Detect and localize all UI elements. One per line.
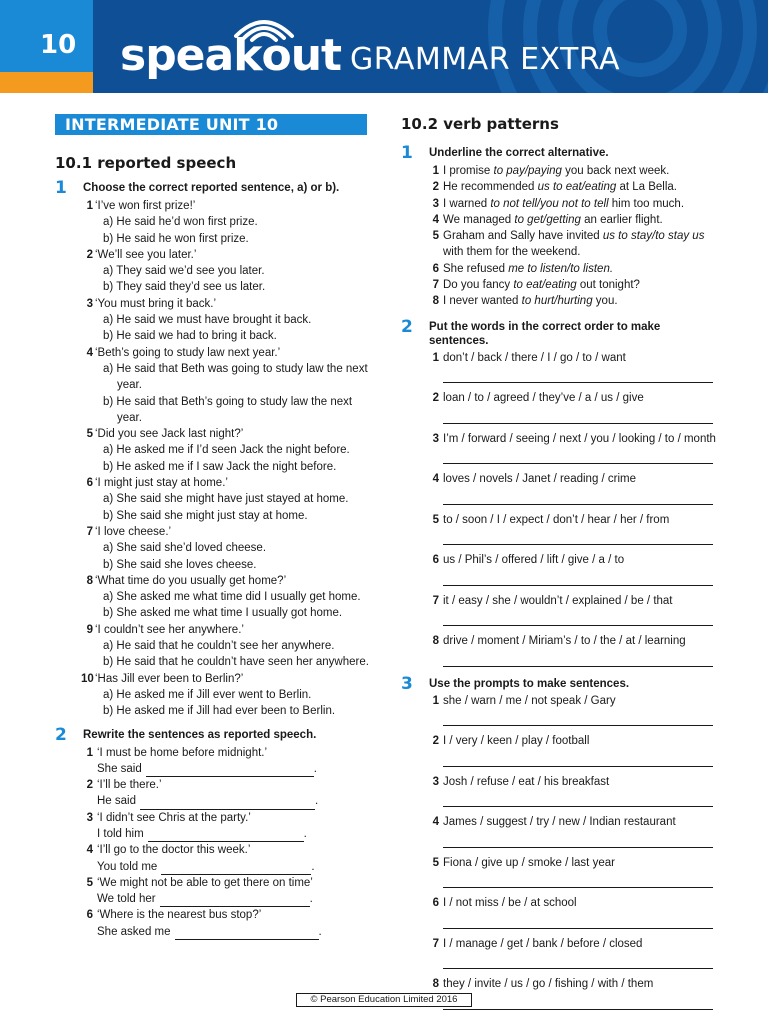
question-item <box>429 277 721 293</box>
full-stop: . <box>313 762 317 775</box>
answer-prompt: I told him <box>97 827 144 840</box>
answer-blank[interactable] <box>148 830 304 842</box>
prompt-text: Josh / refuse / eat / his breakfast <box>443 775 610 788</box>
sentence-start: Do you fancy <box>443 279 514 292</box>
answer-line[interactable] <box>443 993 713 1010</box>
sentence-start: We managed <box>443 213 515 226</box>
question-item <box>83 296 375 312</box>
option-a[interactable]: a) He said we must have brought it back. <box>103 314 312 327</box>
exercise-number: 3 <box>401 673 413 694</box>
sentence-end: with them for the weekend. <box>443 246 581 259</box>
answer-prompt: We told her <box>97 893 156 906</box>
exercise-instruction: Choose the correct reported sentence, a) or b). <box>83 182 340 194</box>
exercise-1-reported-speech <box>55 178 375 720</box>
full-stop: . <box>309 893 313 906</box>
prompt-text: I / not miss / be / at school <box>443 897 577 910</box>
answer-blank[interactable] <box>146 765 314 777</box>
answer-line[interactable] <box>443 871 713 888</box>
right-column <box>401 114 721 1018</box>
question-number: 1 <box>432 694 439 707</box>
option-a[interactable]: a) She said she’d loved cheese. <box>103 542 267 555</box>
question-item <box>429 391 721 424</box>
answer-line[interactable] <box>443 488 713 505</box>
question-number: 2 <box>432 735 439 748</box>
question-number: 8 <box>432 978 439 991</box>
question-number: 8 <box>86 574 93 587</box>
answer-line[interactable] <box>443 831 713 848</box>
question-item <box>429 212 721 228</box>
answer-blank[interactable] <box>140 798 315 810</box>
question-number: 7 <box>86 525 93 538</box>
question-number: 1 <box>86 200 93 212</box>
question-number: 7 <box>432 279 439 292</box>
answer-line <box>97 793 375 809</box>
question-item <box>429 553 721 586</box>
sentence-start: He recommended <box>443 181 538 194</box>
option-a[interactable]: a) She asked me what time did I usually get home. <box>103 591 361 604</box>
question-number: 8 <box>432 635 439 648</box>
question-text: ‘I might just stay at home.’ <box>95 477 228 490</box>
question-text: ‘I must be home before midnight.’ <box>97 746 268 759</box>
question-item <box>429 513 721 546</box>
section-title-verb-patterns: 10.2 verb patterns <box>401 115 559 133</box>
question-item <box>429 634 721 667</box>
answer-line[interactable] <box>443 709 713 726</box>
answer-line <box>97 761 375 777</box>
option-b[interactable]: b) He asked me if Jill had ever been to Berlin. <box>103 705 336 718</box>
answer-prompt: She said <box>97 762 142 775</box>
question-item <box>429 196 721 212</box>
question-number: 5 <box>86 428 93 441</box>
question-text: ‘I didn’t see Chris at the party.’ <box>97 811 251 824</box>
exercise-number: 2 <box>401 316 413 337</box>
prompt-text: don’t / back / there / I / go / to / want <box>443 351 626 364</box>
sentence-end: an earlier flight. <box>580 213 663 226</box>
sentence-start: I promise <box>443 165 494 177</box>
alternatives[interactable]: to get/getting <box>514 213 581 226</box>
question-number: 6 <box>86 909 93 922</box>
question-number: 6 <box>86 477 93 490</box>
question-list <box>429 163 721 310</box>
question-item <box>429 594 721 627</box>
question-text: ‘Did you see Jack last night?’ <box>95 428 244 441</box>
exercise-2-rewrite <box>55 724 375 941</box>
answer-line[interactable] <box>443 912 713 929</box>
exercise-3-prompts <box>401 673 721 1010</box>
prompt-text: to / soon / I / expect / don’t / hear / her / from <box>443 513 670 526</box>
question-item <box>83 198 375 214</box>
answer-prompt: She asked me <box>97 925 171 938</box>
copyright-footer: © Pearson Education Limited 2016 <box>296 993 472 1007</box>
question-item <box>429 815 721 848</box>
prompt-text: I / manage / get / bank / before / closed <box>443 937 643 950</box>
logo-signal-icon <box>232 14 296 44</box>
option-a[interactable]: a) He said that Beth was going to study law the next year. <box>103 362 368 392</box>
question-text: ‘I’ll be there.’ <box>97 779 162 792</box>
question-number: 1 <box>432 351 439 364</box>
answer-line[interactable] <box>443 790 713 807</box>
option-b[interactable]: b) She said she might just stay at home. <box>103 509 308 522</box>
question-number: 1 <box>432 165 439 177</box>
prompt-text: us / Phil’s / offered / lift / give / a / to <box>443 554 625 567</box>
prompt-text: drive / moment / Miriam’s / to / the / at / learning <box>443 635 686 648</box>
option-b[interactable]: b) He said that Beth’s going to study law the next year. <box>103 395 353 424</box>
question-number: 3 <box>432 197 439 210</box>
answer-line[interactable] <box>443 952 713 969</box>
alternatives[interactable]: to not tell/you not to tell <box>490 197 609 210</box>
option-a[interactable]: a) He asked me if I’d seen Jack the night before. <box>103 444 350 457</box>
question-item <box>429 775 721 808</box>
prompt-text: it / easy / she / wouldn’t / explained / be / that <box>443 594 673 607</box>
speakout-logo: speakout <box>120 30 342 81</box>
sentence-end: you. <box>592 295 618 308</box>
question-number: 7 <box>432 594 439 607</box>
sentence-end: you back next week. <box>561 165 670 177</box>
question-item <box>429 293 721 309</box>
left-column <box>55 114 375 940</box>
question-number: 2 <box>86 779 93 792</box>
answer-line[interactable] <box>443 407 713 424</box>
question-number: 4 <box>432 473 439 486</box>
answer-line[interactable] <box>443 447 713 464</box>
answer-line <box>97 891 375 907</box>
question-text: ‘I’ve won first prize!’ <box>95 200 196 212</box>
question-text: ‘Beth’s going to study law next year.’ <box>95 346 281 359</box>
question-number: 3 <box>432 432 439 445</box>
exercise-instruction: Use the prompts to make sentences. <box>429 677 630 690</box>
question-item <box>429 734 721 767</box>
question-number: 1 <box>86 746 93 759</box>
question-item <box>429 694 721 727</box>
question-item <box>429 163 721 179</box>
question-text: ‘You must bring it back.’ <box>95 297 217 310</box>
question-number: 5 <box>86 876 93 889</box>
question-item <box>83 426 375 442</box>
alternatives[interactable]: us to stay/to stay us <box>602 230 705 243</box>
sentence-start: I never wanted <box>443 295 522 308</box>
exercise-number: 1 <box>401 143 413 163</box>
prompt-text: I / very / keen / play / football <box>443 735 590 748</box>
sentence-start: I warned <box>443 197 491 210</box>
question-number: 2 <box>86 248 93 261</box>
question-list <box>83 745 375 941</box>
question-number: 8 <box>432 295 439 308</box>
option-a[interactable]: a) He said that he couldn’t see her anywhere. <box>103 640 335 653</box>
question-number: 2 <box>432 181 439 194</box>
question-list <box>429 694 721 1010</box>
section-title-reported-speech: 10.1 reported speech <box>55 154 237 172</box>
question-item <box>429 351 721 384</box>
sentence-start: She refused <box>443 262 509 275</box>
sentence-end: out tonight? <box>576 279 640 292</box>
answer-line <box>97 826 375 842</box>
answer-blank[interactable] <box>175 928 319 940</box>
sentence-end: him too much. <box>608 197 685 210</box>
question-number: 10 <box>81 672 94 685</box>
answer-line[interactable] <box>443 366 713 383</box>
option-b[interactable]: b) They said they’d see us later. <box>103 281 266 294</box>
question-item <box>429 179 721 195</box>
question-number: 5 <box>432 856 439 869</box>
unit-title-bar: INTERMEDIATE UNIT 10 <box>55 114 367 135</box>
page-title: GRAMMAR EXTRA <box>350 42 621 77</box>
answer-line <box>97 859 375 875</box>
alternatives[interactable]: to pay/paying <box>493 165 562 177</box>
question-item <box>429 856 721 889</box>
option-a[interactable]: a) He asked me if Jill ever went to Berlin. <box>103 688 312 701</box>
alternatives[interactable]: to hurt/hurting <box>521 295 593 308</box>
question-item <box>83 671 375 687</box>
prompt-text: loan / to / agreed / they’ve / a / us / give <box>443 392 644 405</box>
alternatives[interactable]: us to eat/eating <box>537 181 617 194</box>
question-number: 6 <box>432 554 439 567</box>
exercise-instruction: Put the words in the correct order to make sentences. <box>429 320 661 347</box>
full-stop: . <box>318 925 322 938</box>
option-a[interactable]: a) He said he’d won first prize. <box>103 216 258 229</box>
question-item <box>429 228 721 261</box>
option-b[interactable]: b) He said that he couldn’t have seen her anywhere. <box>103 656 369 669</box>
answer-prompt: You told me <box>97 860 158 873</box>
option-b[interactable]: b) She asked me what time I usually got home. <box>103 607 343 620</box>
question-number: 7 <box>432 937 439 950</box>
alternatives[interactable]: to eat/eating <box>513 279 577 292</box>
option-a[interactable]: a) They said we’d see you later. <box>103 265 265 278</box>
question-number: 4 <box>86 844 93 857</box>
prompt-text: she / warn / me / not speak / Gary <box>443 694 616 707</box>
option-b[interactable]: b) She said she loves cheese. <box>103 558 257 571</box>
question-item <box>429 937 721 970</box>
question-text: ‘We’ll see you later.’ <box>95 248 197 261</box>
question-item <box>83 524 375 540</box>
full-stop: . <box>311 860 315 873</box>
exercise-number: 1 <box>55 178 67 198</box>
answer-line[interactable] <box>443 650 713 667</box>
question-item <box>83 875 375 908</box>
question-number: 6 <box>432 262 439 275</box>
answer-blank[interactable] <box>160 895 310 907</box>
question-number: 5 <box>432 230 439 243</box>
full-stop: . <box>315 795 319 808</box>
question-item <box>83 345 375 361</box>
question-item <box>83 745 375 778</box>
prompt-text: loves / novels / Janet / reading / crime <box>443 473 637 486</box>
question-item <box>83 842 375 875</box>
question-number: 3 <box>432 775 439 788</box>
page-header <box>0 0 768 93</box>
option-b[interactable]: b) He said he won first prize. <box>103 232 249 245</box>
prompt-text: they / invite / us / go / fishing / with / them <box>443 978 654 991</box>
question-number: 9 <box>86 623 93 636</box>
question-text: ‘I love cheese.’ <box>95 525 172 538</box>
unit-number-badge: 10 <box>0 0 93 72</box>
question-text: ‘Has Jill ever been to Berlin?’ <box>95 672 244 685</box>
header-orange-strip <box>0 72 93 93</box>
full-stop: . <box>303 827 307 840</box>
answer-line[interactable] <box>443 750 713 767</box>
question-number: 3 <box>86 297 93 310</box>
option-a[interactable]: a) She said she might have just stayed at home. <box>103 493 349 506</box>
prompt-text: Fiona / give up / smoke / last year <box>443 856 615 869</box>
exercise-2-word-order <box>401 316 721 667</box>
alternatives[interactable]: me to listen/to listen. <box>508 262 614 275</box>
answer-line[interactable] <box>443 528 713 545</box>
question-text: ‘We might not be able to get there on time’ <box>97 876 313 889</box>
question-text: ‘Where is the nearest bus stop?’ <box>97 909 262 922</box>
question-item <box>429 261 721 277</box>
question-number: 4 <box>432 213 439 226</box>
question-text: ‘What time do you usually get home?’ <box>95 574 287 587</box>
question-number: 6 <box>432 897 439 910</box>
sentence-end: at La Bella. <box>616 181 677 194</box>
prompt-text: James / suggest / try / new / Indian restaurant <box>443 816 676 829</box>
answer-blank[interactable] <box>161 863 311 875</box>
question-item <box>83 777 375 810</box>
question-item <box>429 977 721 1010</box>
option-b[interactable]: b) He asked me if I saw Jack the night before. <box>103 460 337 473</box>
question-item <box>429 896 721 929</box>
question-item <box>429 432 721 465</box>
question-text: ‘I couldn’t see her anywhere.’ <box>95 623 244 636</box>
question-item <box>83 907 375 940</box>
question-number: 4 <box>432 816 439 829</box>
prompt-text: I’m / forward / seeing / next / you / looking / to / month <box>443 432 716 445</box>
question-text: ‘I’ll go to the doctor this week.’ <box>97 844 251 857</box>
question-item <box>83 475 375 491</box>
question-item <box>83 810 375 843</box>
question-number: 4 <box>86 346 93 359</box>
option-b[interactable]: b) He said we had to bring it back. <box>103 330 277 343</box>
question-list <box>83 198 375 720</box>
question-number: 5 <box>432 513 439 526</box>
exercise-instruction: Underline the correct alternative. <box>429 147 609 159</box>
question-number: 2 <box>432 392 439 405</box>
question-item <box>429 472 721 505</box>
answer-line <box>97 924 375 940</box>
question-item <box>83 622 375 638</box>
exercise-instruction: Rewrite the sentences as reported speech. <box>83 728 317 741</box>
sentence-start: Graham and Sally have invited <box>443 230 603 243</box>
answer-line[interactable] <box>443 569 713 586</box>
exercise-number: 2 <box>55 724 67 745</box>
question-number: 3 <box>86 811 93 824</box>
exercise-1-underline <box>401 143 721 310</box>
question-list <box>429 351 721 667</box>
question-item <box>83 247 375 263</box>
question-item <box>83 573 375 589</box>
answer-prompt: He said <box>97 795 136 808</box>
answer-line[interactable] <box>443 609 713 626</box>
